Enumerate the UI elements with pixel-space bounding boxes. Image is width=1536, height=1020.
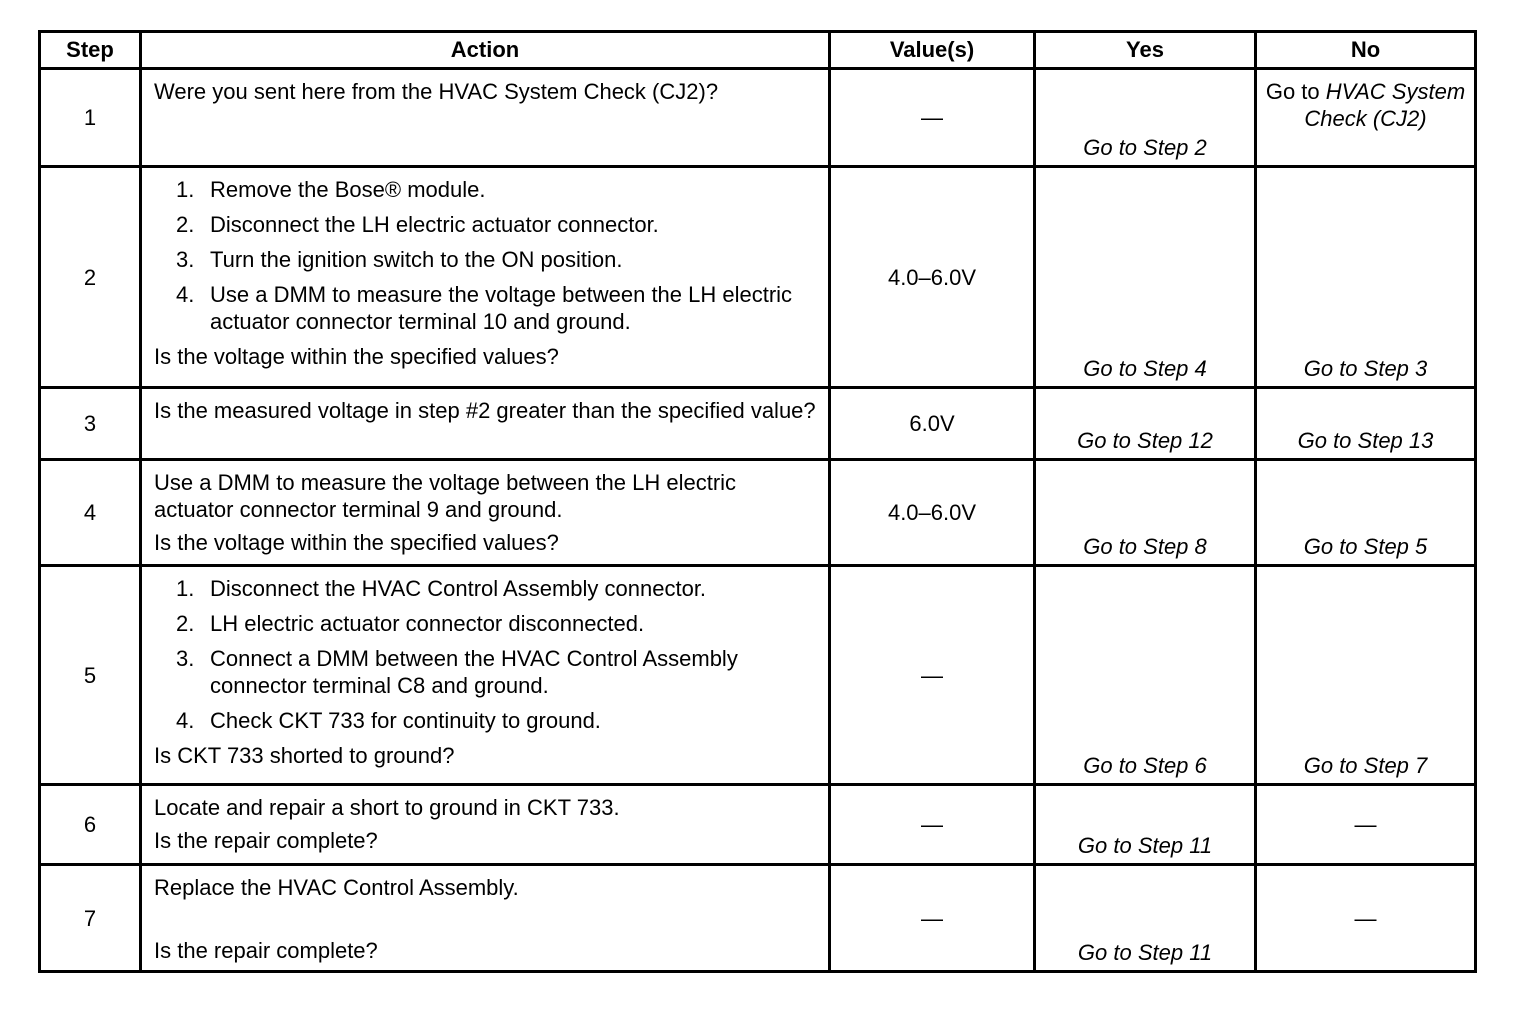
table-row [40, 167, 1476, 388]
table-row [40, 388, 1476, 460]
step-index: 3. [176, 247, 195, 272]
action-text: Replace the HVAC Control Assembly. [154, 875, 519, 900]
step-text: Disconnect the HVAC Control Assembly connector. [210, 576, 707, 601]
value-cell: — [830, 785, 1035, 865]
step-number: 3 [40, 388, 141, 460]
yes-cell: Go to Step 11 [1035, 865, 1256, 972]
header-action: Action [141, 32, 830, 69]
action-step [154, 707, 818, 734]
action-question: Is the voltage within the specified values? [154, 344, 559, 369]
action-step [154, 211, 818, 238]
header-row [40, 32, 1476, 69]
step-index: 4. [176, 282, 195, 307]
value-cell: — [830, 69, 1035, 167]
step-text: Use a DMM to measure the voltage between the LH electric actuator connector terminal 10 and ground. [210, 282, 793, 334]
action-question: Is the repair complete? [154, 828, 378, 853]
diagnostic-table [38, 30, 1477, 973]
header-step: Step [40, 32, 141, 69]
no-lead: Go to [1265, 79, 1320, 104]
step-text: Turn the ignition switch to the ON position. [210, 247, 623, 272]
step-index: 2. [176, 212, 195, 237]
no-cell: Go to Step 3 [1256, 167, 1476, 388]
header-values: Value(s) [830, 32, 1035, 69]
diagnostic-table-container [38, 30, 1474, 973]
value-cell: 4.0–6.0V [830, 460, 1035, 566]
table-row [40, 69, 1476, 167]
step-index: 3. [176, 646, 195, 671]
step-index: 2. [176, 611, 195, 636]
action-cell [141, 167, 830, 388]
action-question: Is the voltage within the specified values? [154, 530, 559, 555]
action-text: Were you sent here from the HVAC System Check (CJ2)? [154, 79, 719, 104]
action-question: Is CKT 733 shorted to ground? [154, 743, 455, 768]
table-row [40, 785, 1476, 865]
action-cell [141, 388, 830, 460]
action-step [154, 645, 818, 699]
action-steps [154, 176, 818, 335]
yes-cell: Go to Step 4 [1035, 167, 1256, 388]
value-cell: 6.0V [830, 388, 1035, 460]
no-reference: HVAC System Check (CJ2) [1304, 79, 1466, 131]
step-text: Connect a DMM between the HVAC Control Assembly connector terminal C8 and ground. [210, 646, 738, 698]
no-cell: Go to Step 13 [1256, 388, 1476, 460]
step-number: 5 [40, 566, 141, 785]
action-step [154, 176, 818, 203]
action-cell [141, 865, 830, 972]
step-text: Remove the Bose® module. [210, 177, 486, 202]
step-number: 2 [40, 167, 141, 388]
step-index: 1. [176, 576, 195, 601]
step-index: 1. [176, 177, 195, 202]
no-cell: — [1256, 865, 1476, 972]
action-step [154, 281, 818, 335]
action-step [154, 610, 818, 637]
action-cell [141, 460, 830, 566]
table-row [40, 460, 1476, 566]
yes-cell: Go to Step 11 [1035, 785, 1256, 865]
yes-cell: Go to Step 6 [1035, 566, 1256, 785]
action-cell [141, 69, 830, 167]
table-row [40, 865, 1476, 972]
action-cell [141, 785, 830, 865]
action-text: Use a DMM to measure the voltage between the LH electric actuator connector terminal 9 and ground. [154, 470, 737, 522]
no-cell: Go to Step 5 [1256, 460, 1476, 566]
step-text: Check CKT 733 for continuity to ground. [210, 708, 601, 733]
action-step [154, 246, 818, 273]
yes-cell: Go to Step 8 [1035, 460, 1256, 566]
header-no: No [1256, 32, 1476, 69]
step-number: 6 [40, 785, 141, 865]
no-cell: Go to Step 7 [1256, 566, 1476, 785]
yes-cell: Go to Step 2 [1035, 69, 1256, 167]
action-step [154, 575, 818, 602]
action-text: Locate and repair a short to ground in CKT 733. [154, 795, 620, 820]
value-cell: — [830, 865, 1035, 972]
step-text: LH electric actuator connector disconnected. [210, 611, 645, 636]
table-row [40, 566, 1476, 785]
action-cell [141, 566, 830, 785]
action-text: Is the measured voltage in step #2 greater than the specified value? [154, 398, 816, 423]
no-cell: — [1256, 785, 1476, 865]
step-number: 4 [40, 460, 141, 566]
header-yes: Yes [1035, 32, 1256, 69]
yes-cell: Go to Step 12 [1035, 388, 1256, 460]
step-number: 7 [40, 865, 141, 972]
action-steps [154, 575, 818, 734]
value-cell: 4.0–6.0V [830, 167, 1035, 388]
step-text: Disconnect the LH electric actuator connector. [210, 212, 659, 237]
step-index: 4. [176, 708, 195, 733]
value-cell: — [830, 566, 1035, 785]
step-number: 1 [40, 69, 141, 167]
no-cell [1256, 69, 1476, 167]
action-question: Is the repair complete? [154, 938, 378, 963]
